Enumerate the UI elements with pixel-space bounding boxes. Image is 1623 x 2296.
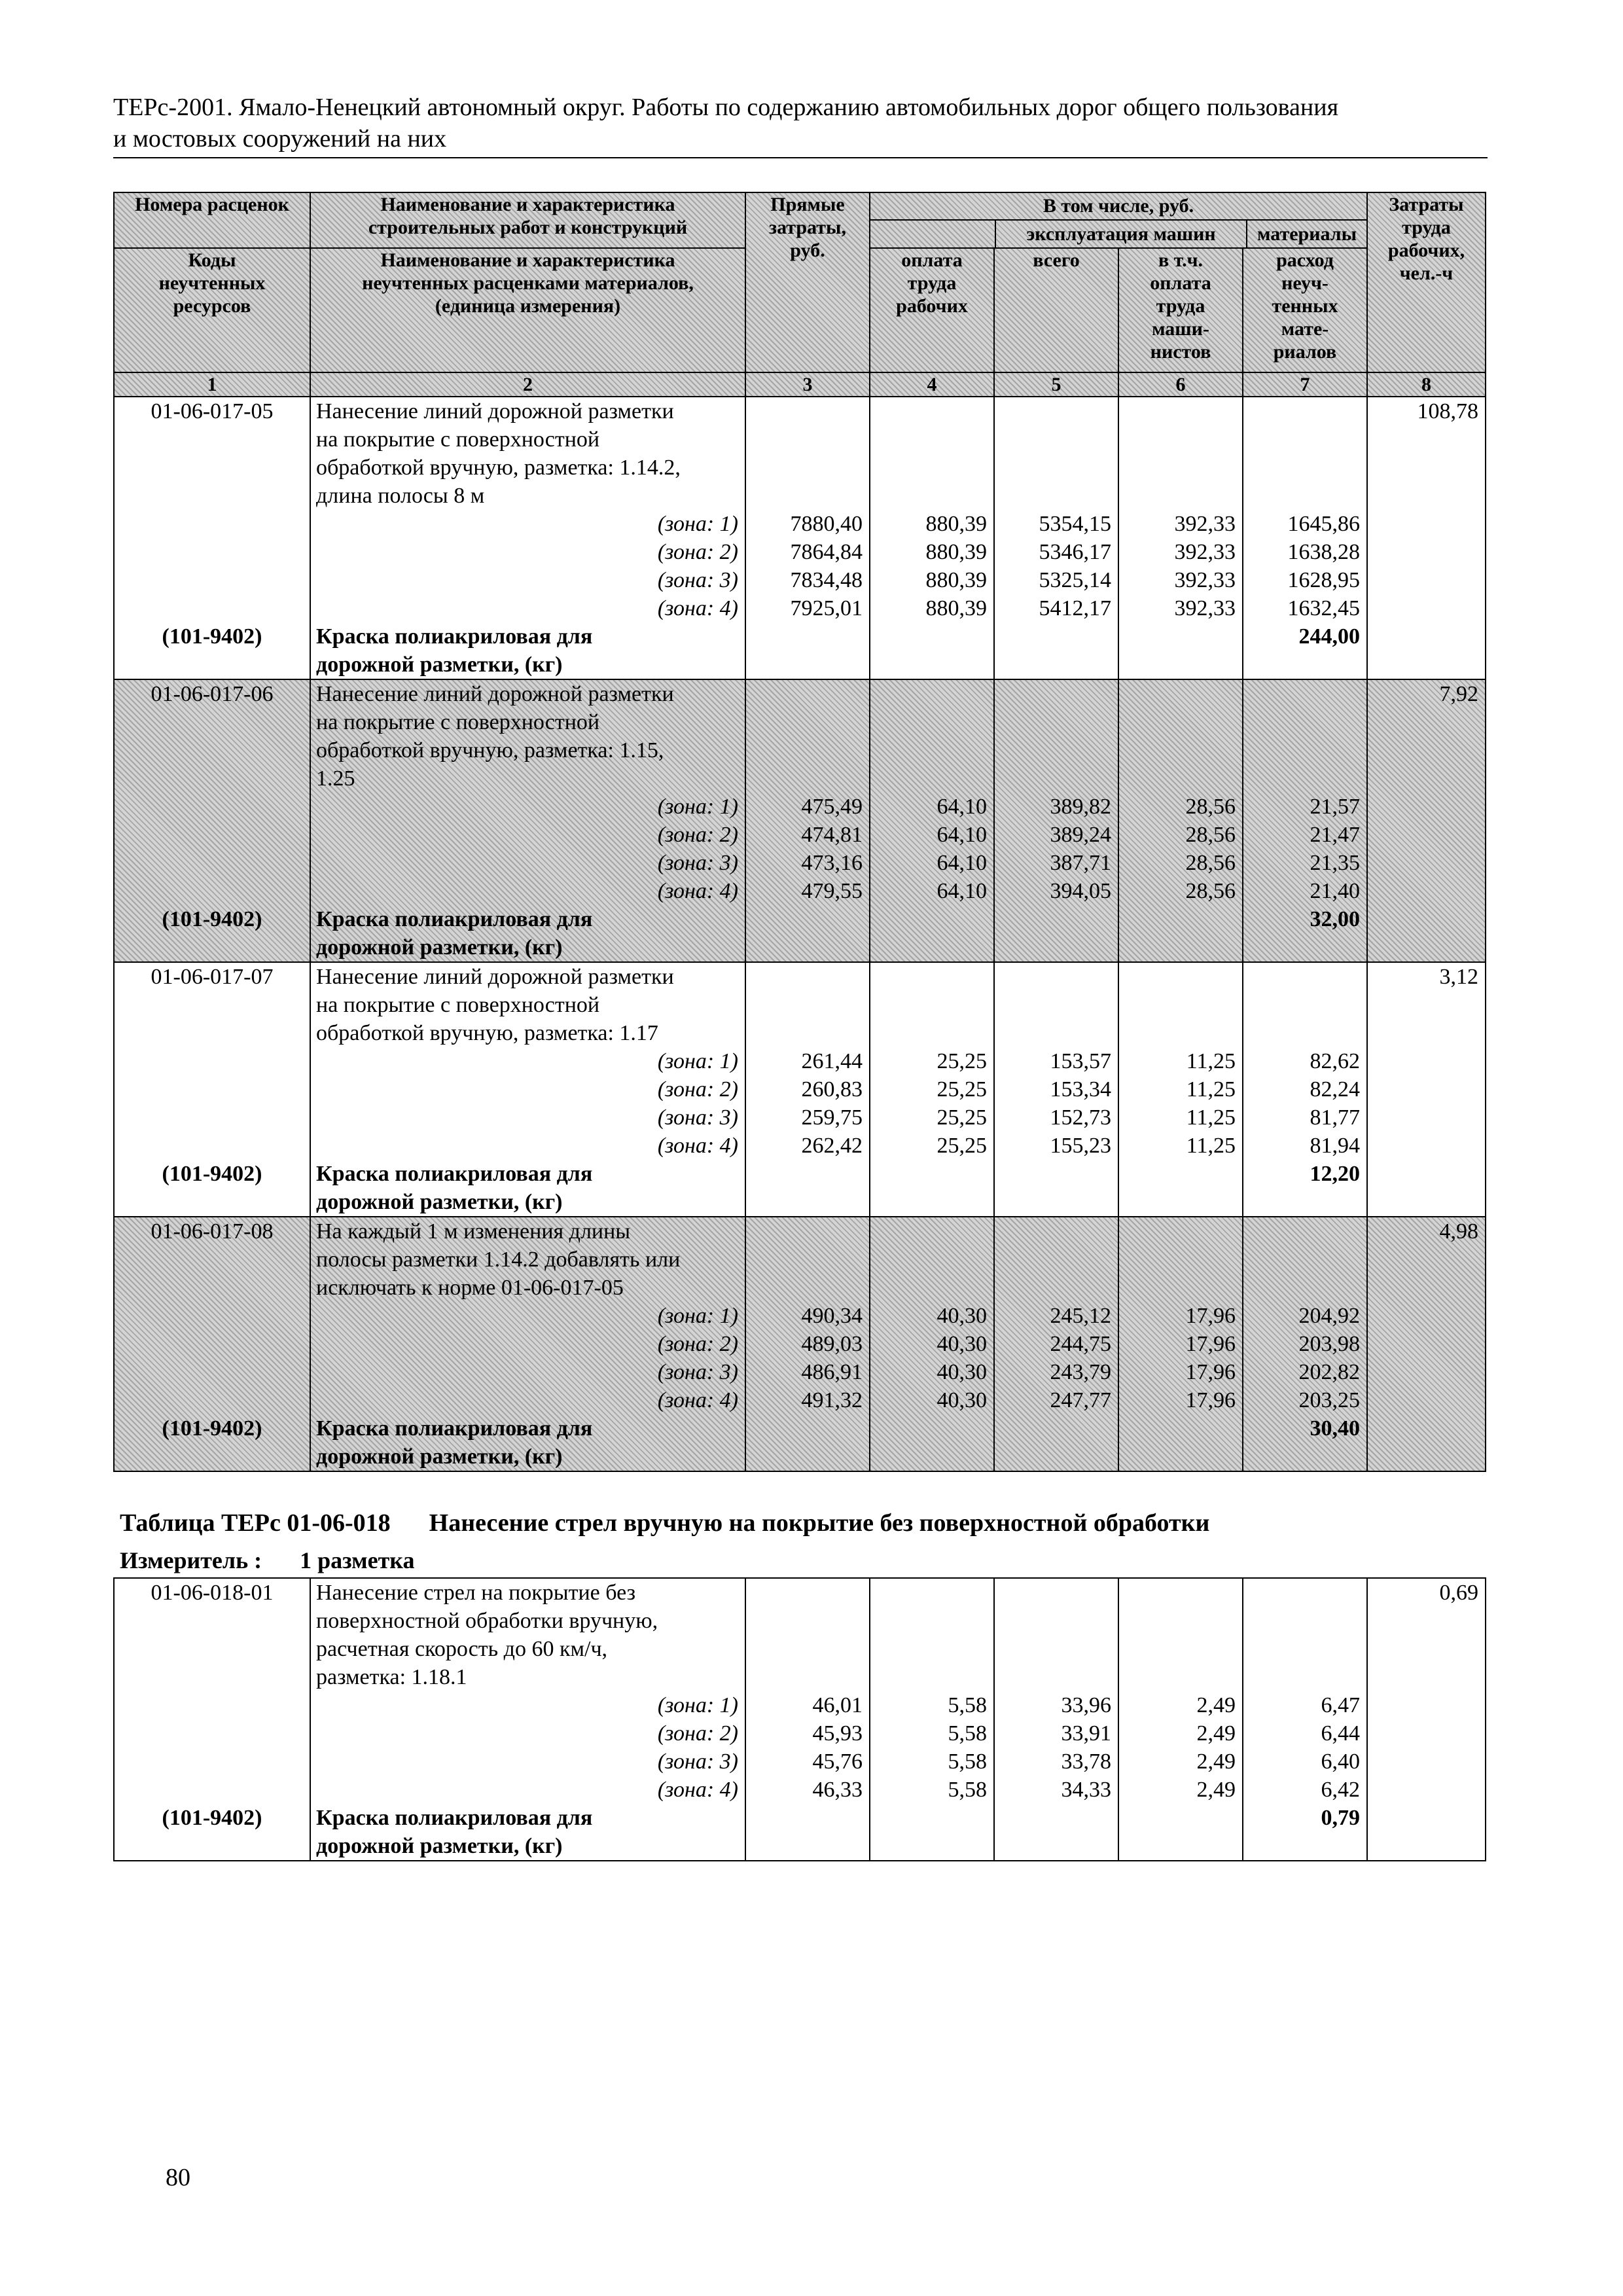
materials-value: 81,94 <box>1310 1134 1360 1158</box>
work-name-line: расчетная скорость до 60 км/ч, <box>316 1637 608 1661</box>
wages-value: 880,39 <box>925 540 987 564</box>
work-name-line: На каждый 1 м изменения длины <box>316 1219 631 1244</box>
operators-wages-value: 17,96 <box>1185 1360 1236 1384</box>
head-direct-line: руб. <box>790 240 825 261</box>
machines-value: 5354,15 <box>1039 512 1111 536</box>
wages-cell <box>870 1217 994 1471</box>
operators-wages-value: 17,96 <box>1185 1304 1236 1328</box>
materials-cell <box>1243 397 1367 679</box>
machines-value: 33,96 <box>1061 1693 1111 1717</box>
direct-cost-value: 7834,48 <box>790 568 863 592</box>
machines-value: 245,12 <box>1050 1304 1111 1328</box>
materials-cell <box>1243 1578 1367 1861</box>
zone-label: (зона: 1) <box>657 512 738 536</box>
labor-value: 4,98 <box>1439 1219 1478 1244</box>
materials-value: 21,40 <box>1310 879 1360 903</box>
materials-value: 6,47 <box>1321 1693 1360 1717</box>
materials-cell <box>1243 962 1367 1217</box>
machines-cell <box>994 962 1118 1217</box>
column-number: 3 <box>745 372 870 397</box>
materials-value: 202,82 <box>1298 1360 1360 1384</box>
machines-value: 5325,14 <box>1039 568 1111 592</box>
wages-value: 25,25 <box>936 1134 987 1158</box>
wages-value: 25,25 <box>936 1077 987 1102</box>
head-wages-line: труда <box>907 272 957 294</box>
measure-unit <box>120 1545 414 1576</box>
machines-value: 153,57 <box>1050 1049 1111 1073</box>
work-name-line: на покрытие с поверхностной <box>316 993 600 1017</box>
resource-name-line: Краска полиакриловая для <box>316 624 593 649</box>
wages-cell <box>870 397 994 679</box>
head-work-name-line: строительных работ и конструкций <box>368 217 688 238</box>
operators-wages-value: 11,25 <box>1186 1105 1236 1130</box>
head-work-name <box>310 192 745 248</box>
head-labor-line: рабочих, <box>1387 240 1465 261</box>
operators-wages-value: 2,49 <box>1196 1721 1236 1746</box>
resource-name-line: дорожной разметки, (кг) <box>316 1834 563 1858</box>
zone-label: (зона: 4) <box>657 879 738 903</box>
head-direct-line: Прямые <box>770 194 845 215</box>
resource-name-line: Краска полиакриловая для <box>316 1416 593 1441</box>
direct-cost-value: 479,55 <box>801 879 863 903</box>
resource-code: (101-9402) <box>162 1162 262 1186</box>
resource-code: (101-9402) <box>162 907 262 931</box>
resource-quantity: 244,00 <box>1298 624 1360 649</box>
header-line-2: и мостовых сооружений на них <box>113 125 447 152</box>
table-head <box>114 192 1486 397</box>
column-number: 1 <box>114 372 310 397</box>
zone-label: (зона: 2) <box>657 540 738 564</box>
wages-value: 40,30 <box>936 1388 987 1412</box>
head-material-name <box>310 248 745 372</box>
operators-wages-value: 17,96 <box>1185 1388 1236 1412</box>
machines-value: 34,33 <box>1061 1778 1111 1802</box>
zone-label: (зона: 1) <box>657 1304 738 1328</box>
labor-cell <box>1367 1578 1486 1861</box>
wages-value: 5,58 <box>948 1778 987 1802</box>
machines-value: 33,78 <box>1061 1749 1111 1774</box>
operators-wages-cell <box>1118 1217 1243 1471</box>
machines-value: 244,75 <box>1050 1332 1111 1356</box>
code-cell <box>114 962 310 1217</box>
machines-value: 387,71 <box>1050 851 1111 875</box>
resource-code: (101-9402) <box>162 1806 262 1830</box>
code-cell <box>114 679 310 962</box>
operators-wages-cell <box>1118 962 1243 1217</box>
head-resource-codes <box>114 248 310 372</box>
head-operators-line: труда <box>1156 295 1205 317</box>
zone-label: (зона: 4) <box>657 1134 738 1158</box>
code-cell <box>114 1217 310 1471</box>
direct-cost-cell <box>745 397 870 679</box>
materials-value: 81,77 <box>1310 1105 1360 1130</box>
work-name-line: обработкой вручную, разметка: 1.15, <box>316 738 664 762</box>
wages-value: 5,58 <box>948 1749 987 1774</box>
operators-wages-value: 11,25 <box>1186 1049 1236 1073</box>
rates-table-body <box>114 397 1486 1471</box>
code-cell <box>114 1578 310 1861</box>
direct-cost-value: 489,03 <box>801 1332 863 1356</box>
resource-name-line: дорожной разметки, (кг) <box>316 653 563 677</box>
materials-value: 21,47 <box>1310 823 1360 847</box>
page-number: 80 <box>166 2164 190 2191</box>
operators-wages-value: 2,49 <box>1196 1778 1236 1802</box>
operators-wages-value: 28,56 <box>1185 879 1236 903</box>
column-number: 4 <box>870 372 994 397</box>
operators-wages-value: 28,56 <box>1185 795 1236 819</box>
materials-value: 21,57 <box>1310 795 1360 819</box>
head-wages <box>870 248 994 372</box>
wages-value: 40,30 <box>936 1332 987 1356</box>
wages-value: 880,39 <box>925 512 987 536</box>
work-name-line: Нанесение стрел на покрытие без <box>316 1581 636 1605</box>
head-direct-costs <box>745 192 870 372</box>
head-operators-line: маши- <box>1152 318 1209 340</box>
direct-cost-value: 473,16 <box>801 851 863 875</box>
zone-label: (зона: 4) <box>657 1388 738 1412</box>
table-title: Нанесение стрел вручную на покрытие без поверхностной обработки <box>429 1509 1210 1537</box>
direct-cost-value: 259,75 <box>801 1105 863 1130</box>
zone-label: (зона: 3) <box>657 1749 738 1774</box>
direct-cost-cell <box>745 962 870 1217</box>
materials-value: 21,35 <box>1310 851 1360 875</box>
head-wages-line: рабочих <box>896 295 968 317</box>
operators-wages-value: 392,33 <box>1174 568 1236 592</box>
wages-value: 5,58 <box>948 1693 987 1717</box>
direct-cost-value: 475,49 <box>801 795 863 819</box>
labor-cell <box>1367 397 1486 679</box>
column-number: 5 <box>994 372 1118 397</box>
operators-wages-value: 392,33 <box>1174 512 1236 536</box>
head-materials-consumption <box>1243 248 1367 372</box>
materials-value: 6,40 <box>1321 1749 1360 1774</box>
zone-label: (зона: 2) <box>657 1332 738 1356</box>
measure-unit-value: 1 разметка <box>300 1547 415 1573</box>
rate-block <box>114 1578 1486 1861</box>
operators-wages-value: 392,33 <box>1174 540 1236 564</box>
direct-cost-value: 262,42 <box>801 1134 863 1158</box>
head-codes-line: неучтенных <box>158 272 266 294</box>
materials-value: 82,62 <box>1310 1049 1360 1073</box>
zone-label: (зона: 2) <box>657 1077 738 1102</box>
wages-value: 64,10 <box>936 879 987 903</box>
labor-cell <box>1367 679 1486 962</box>
head-materials-line: мате- <box>1281 318 1329 340</box>
labor-value: 3,12 <box>1439 965 1478 989</box>
operators-wages-cell <box>1118 1578 1243 1861</box>
work-name-line: 1.25 <box>316 766 355 791</box>
zone-label: (зона: 1) <box>657 1693 738 1717</box>
machines-value: 5412,17 <box>1039 596 1111 620</box>
machines-cell <box>994 1217 1118 1471</box>
machines-value: 389,82 <box>1050 795 1111 819</box>
operators-wages-value: 28,56 <box>1185 851 1236 875</box>
name-cell <box>310 962 745 1217</box>
head-operators-line: в т.ч. <box>1158 249 1204 271</box>
resource-quantity: 32,00 <box>1310 907 1360 931</box>
machines-value: 394,05 <box>1050 879 1111 903</box>
wages-value: 25,25 <box>936 1105 987 1130</box>
rates-table <box>113 192 1486 1472</box>
wages-value: 25,25 <box>936 1049 987 1073</box>
operators-wages-value: 11,25 <box>1186 1077 1236 1102</box>
materials-value: 6,42 <box>1321 1778 1360 1802</box>
wages-value: 5,58 <box>948 1721 987 1746</box>
name-cell <box>310 679 745 962</box>
wages-cell <box>870 1578 994 1861</box>
column-number: 2 <box>310 372 745 397</box>
direct-cost-value: 46,01 <box>812 1693 863 1717</box>
wages-cell <box>870 679 994 962</box>
direct-cost-value: 474,81 <box>801 823 863 847</box>
operators-wages-value: 17,96 <box>1185 1332 1236 1356</box>
operators-wages-value: 2,49 <box>1196 1693 1236 1717</box>
direct-cost-cell <box>745 679 870 962</box>
direct-cost-value: 261,44 <box>801 1049 863 1073</box>
machines-value: 152,73 <box>1050 1105 1111 1130</box>
rate-block <box>114 679 1486 962</box>
direct-cost-value: 490,34 <box>801 1304 863 1328</box>
materials-value: 203,98 <box>1298 1332 1360 1356</box>
resource-quantity: 12,20 <box>1310 1162 1360 1186</box>
head-including-group <box>870 192 1367 248</box>
wages-value: 64,10 <box>936 795 987 819</box>
work-name-line: длина полосы 8 м <box>316 484 485 508</box>
rate-code: 01-06-017-06 <box>151 682 274 706</box>
operators-wages-value: 11,25 <box>1186 1134 1236 1158</box>
head-operators-line: оплата <box>1150 272 1211 294</box>
head-materials-line: риалов <box>1273 341 1337 363</box>
machines-value: 5346,17 <box>1039 540 1111 564</box>
wages-value: 64,10 <box>936 851 987 875</box>
name-cell <box>310 1578 745 1861</box>
materials-value: 82,24 <box>1310 1077 1360 1102</box>
zone-label: (зона: 1) <box>657 795 738 819</box>
direct-cost-value: 45,93 <box>812 1721 863 1746</box>
head-operators-wages <box>1118 248 1243 372</box>
zone-label: (зона: 1) <box>657 1049 738 1073</box>
head-operators-line: нистов <box>1150 341 1211 363</box>
head-direct-line: затраты, <box>769 217 846 238</box>
wages-value: 880,39 <box>925 568 987 592</box>
name-cell <box>310 397 745 679</box>
labor-value: 108,78 <box>1417 399 1478 423</box>
head-labor-line: Затраты <box>1389 194 1464 215</box>
machines-value: 33,91 <box>1061 1721 1111 1746</box>
head-materials-line: тенных <box>1272 295 1338 317</box>
machines-value: 155,23 <box>1050 1134 1111 1158</box>
resource-name-line: дорожной разметки, (кг) <box>316 935 563 960</box>
wages-value: 880,39 <box>925 596 987 620</box>
machines-value: 389,24 <box>1050 823 1111 847</box>
resource-quantity: 30,40 <box>1310 1416 1360 1441</box>
arrows-rates-table-body <box>114 1578 1486 1861</box>
document-header <box>113 92 1488 154</box>
direct-cost-value: 46,33 <box>812 1778 863 1802</box>
rate-block <box>114 962 1486 1217</box>
rate-code: 01-06-018-01 <box>151 1581 274 1605</box>
work-name-line: Нанесение линий дорожной разметки <box>316 399 674 423</box>
code-cell <box>114 397 310 679</box>
head-including: В том числе, руб. <box>870 193 1366 221</box>
operators-wages-cell <box>1118 397 1243 679</box>
head-machines: эксплуатация машин <box>996 221 1247 247</box>
head-labor <box>1367 192 1486 372</box>
resource-name-line: Краска полиакриловая для <box>316 1162 593 1186</box>
zone-label: (зона: 2) <box>657 823 738 847</box>
head-material-line: Наименование и характеристика <box>380 249 675 271</box>
direct-cost-value: 7864,84 <box>790 540 863 564</box>
head-labor-line: чел.-ч <box>1399 262 1454 284</box>
work-name-line: Нанесение линий дорожной разметки <box>316 965 674 989</box>
operators-wages-value: 2,49 <box>1196 1749 1236 1774</box>
machines-cell <box>994 1578 1118 1861</box>
head-material-line: (единица измерения) <box>435 295 621 317</box>
machines-cell <box>994 397 1118 679</box>
wages-value: 40,30 <box>936 1360 987 1384</box>
head-codes-line: Коды <box>188 249 236 271</box>
machines-cell <box>994 679 1118 962</box>
work-name-line: на покрытие с поверхностной <box>316 427 600 452</box>
operators-wages-cell <box>1118 679 1243 962</box>
measure-unit-label: Измеритель : <box>120 1547 262 1573</box>
zone-label: (зона: 4) <box>657 596 738 620</box>
header-line-1: ТЕРс-2001. Ямало-Ненецкий автономный округ. Работы по содержанию автомобильных дорог общего пользования <box>113 94 1339 121</box>
column-number: 6 <box>1118 372 1243 397</box>
arrows-rates-table <box>113 1577 1486 1861</box>
materials-value: 6,44 <box>1321 1721 1360 1746</box>
materials-cell <box>1243 679 1367 962</box>
direct-cost-cell <box>745 1578 870 1861</box>
work-name-line: разметка: 1.18.1 <box>316 1665 467 1689</box>
resource-name-line: Краска полиакриловая для <box>316 1806 593 1830</box>
zone-label: (зона: 2) <box>657 1721 738 1746</box>
direct-cost-value: 491,32 <box>801 1388 863 1412</box>
resource-name-line: дорожной разметки, (кг) <box>316 1190 563 1214</box>
labor-cell <box>1367 1217 1486 1471</box>
wages-value: 64,10 <box>936 823 987 847</box>
column-number: 7 <box>1243 372 1367 397</box>
labor-cell <box>1367 962 1486 1217</box>
materials-value: 1645,86 <box>1287 512 1360 536</box>
materials-value: 1628,95 <box>1287 568 1360 592</box>
zone-label: (зона: 3) <box>657 568 738 592</box>
materials-value: 203,25 <box>1298 1388 1360 1412</box>
work-name-line: на покрытие с поверхностной <box>316 710 600 734</box>
work-name-line: полосы разметки 1.14.2 добавлять или <box>316 1247 681 1272</box>
work-name-line: обработкой вручную, разметка: 1.14.2, <box>316 456 681 480</box>
head-materials-line: расход <box>1276 249 1334 271</box>
head-codes-line: ресурсов <box>173 295 251 317</box>
work-name-line: Нанесение линий дорожной разметки <box>316 682 674 706</box>
direct-cost-value: 260,83 <box>801 1077 863 1102</box>
zone-label: (зона: 3) <box>657 851 738 875</box>
head-work-name-line: Наименование и характеристика <box>380 194 675 215</box>
wages-cell <box>870 962 994 1217</box>
machines-value: 153,34 <box>1050 1077 1111 1102</box>
direct-cost-value: 486,91 <box>801 1360 863 1384</box>
work-name-line: поверхностной обработки вручную, <box>316 1609 658 1633</box>
resource-name-line: Краска полиакриловая для <box>316 907 593 931</box>
direct-cost-value: 45,76 <box>812 1749 863 1774</box>
materials-cell <box>1243 1217 1367 1471</box>
head-machines-total: всего <box>994 248 1118 372</box>
head-materials: материалы <box>1257 223 1357 245</box>
materials-value: 1632,45 <box>1287 596 1360 620</box>
zone-label: (зона: 3) <box>657 1360 738 1384</box>
materials-value: 204,92 <box>1298 1304 1360 1328</box>
table-label: Таблица ТЕРс 01-06-018 <box>120 1509 391 1537</box>
rate-block <box>114 1217 1486 1471</box>
direct-cost-cell <box>745 1217 870 1471</box>
machines-value: 247,77 <box>1050 1388 1111 1412</box>
materials-value: 1638,28 <box>1287 540 1360 564</box>
zone-label: (зона: 3) <box>657 1105 738 1130</box>
work-name-line: обработкой вручную, разметка: 1.17 <box>316 1021 658 1045</box>
table-caption <box>120 1507 1481 1539</box>
resource-name-line: дорожной разметки, (кг) <box>316 1444 563 1469</box>
zone-label: (зона: 4) <box>657 1778 738 1802</box>
name-cell <box>310 1217 745 1471</box>
work-name-line: исключать к норме 01-06-017-05 <box>316 1276 624 1300</box>
labor-value: 7,92 <box>1439 682 1478 706</box>
direct-cost-value: 7925,01 <box>790 596 863 620</box>
rate-code: 01-06-017-08 <box>151 1219 274 1244</box>
head-materials-line: неуч- <box>1281 272 1329 294</box>
rate-code: 01-06-017-05 <box>151 399 274 423</box>
column-number: 8 <box>1367 372 1486 397</box>
labor-value: 0,69 <box>1439 1581 1478 1605</box>
resource-code: (101-9402) <box>162 1416 262 1441</box>
rate-code: 01-06-017-07 <box>151 965 274 989</box>
rate-block <box>114 397 1486 679</box>
resource-quantity: 0,79 <box>1321 1806 1360 1830</box>
machines-value: 243,79 <box>1050 1360 1111 1384</box>
wages-value: 40,30 <box>936 1304 987 1328</box>
header-rule <box>113 157 1488 158</box>
head-labor-line: труда <box>1402 217 1451 238</box>
resource-code: (101-9402) <box>162 624 262 649</box>
operators-wages-value: 28,56 <box>1185 823 1236 847</box>
direct-cost-value: 7880,40 <box>790 512 863 536</box>
head-material-line: неучтенных расценками материалов, <box>362 272 694 294</box>
head-wages-line: оплата <box>901 249 963 271</box>
operators-wages-value: 392,33 <box>1174 596 1236 620</box>
head-rate-numbers: Номера расценок <box>114 192 310 248</box>
